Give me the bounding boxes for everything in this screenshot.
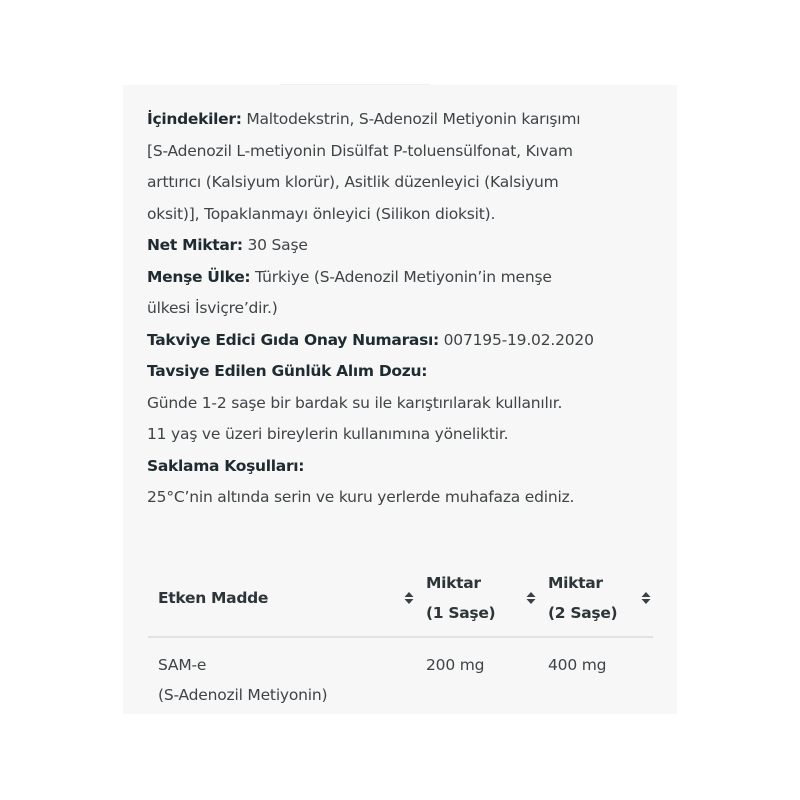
approval-label: Takviye Edici Gıda Onay Numarası: (147, 330, 439, 349)
product-info (147, 104, 667, 514)
dose-line-2: 11 yaş ve üzeri bireylerin kullanımına yöneliktir. (147, 425, 509, 443)
ingredient-name: SAM-e (158, 656, 207, 674)
cell-amount-2: 400 mg (548, 656, 607, 674)
sort-icon[interactable] (402, 591, 416, 605)
column-header-amount-2[interactable] (538, 560, 653, 637)
column-header-amount-1[interactable] (416, 560, 538, 637)
ingredients-label: İçindekiler: (147, 110, 242, 128)
header-line-1: Miktar (426, 574, 481, 592)
column-header-label: Etken Madde (158, 589, 269, 607)
ingredients-text-1: Maltodekstrin, S-Adenozil Metiyonin karışımı (241, 110, 581, 128)
ingredients-line-4: oksit)], Topaklanmayı önleyici (Silikon dioksit). (147, 204, 496, 223)
approval-value: 007195-19.02.2020 (438, 330, 594, 349)
sort-icon[interactable] (639, 591, 653, 605)
net-amount-label: Net Miktar: (147, 236, 243, 254)
table-header-row (148, 560, 653, 637)
column-header-active-ingredient[interactable] (148, 560, 416, 637)
sort-icon[interactable] (524, 591, 538, 605)
origin-label: Menşe Ülke: (147, 267, 251, 286)
ingredients-line-3: arttırıcı (Kalsiyum klorür), Asitlik düzenleyici (Kalsiyum (147, 173, 559, 191)
storage-value: 25°C’nin altında serin ve kuru yerlerde muhafaza ediniz. (147, 488, 575, 506)
active-ingredients-table (148, 560, 653, 710)
origin-line-1 (147, 262, 667, 294)
table-row (148, 637, 653, 710)
ingredient-fullname: (S-Adenozil Metiyonin) (158, 686, 328, 704)
dose-label: Tavsiye Edilen Günlük Alım Dozu: (147, 362, 428, 380)
column-header-label (426, 568, 495, 628)
dose-line-1: Günde 1-2 saşe bir bardak su ile karıştırılarak kullanılır. (147, 393, 563, 412)
header-line-2: (2 Saşe) (548, 604, 618, 622)
origin-value-1: Türkiye (S-Adenozil Metiyonin’in menşe (250, 267, 552, 286)
cell-amount-1: 200 mg (426, 656, 485, 674)
storage-label: Saklama Koşulları: (147, 456, 305, 475)
net-amount-value: 30 Saşe (242, 236, 308, 254)
column-header-label (548, 568, 617, 628)
cell-active-ingredient (148, 637, 416, 710)
header-line-1: Miktar (548, 574, 603, 592)
approval-number (147, 325, 667, 357)
ingredients-line-1 (147, 104, 667, 136)
net-amount (147, 230, 667, 262)
ingredients-line-2: [S-Adenozil L-metiyonin Disülfat P-toluensülfonat, Kıvam (147, 141, 573, 160)
header-line-2: (1 Saşe) (426, 604, 496, 622)
origin-line-2: ülkesi İsviçre’dir.) (147, 299, 278, 317)
